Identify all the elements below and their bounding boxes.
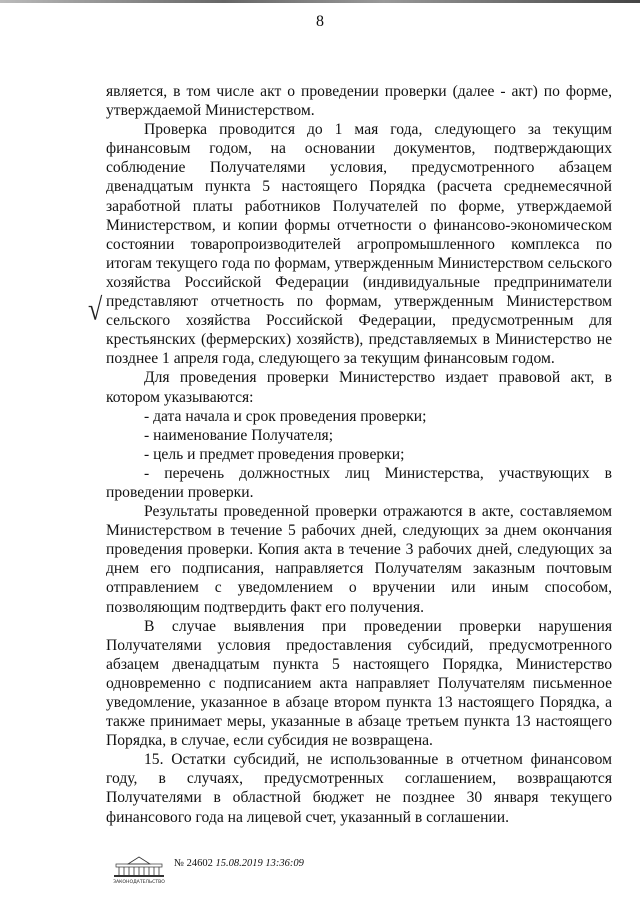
page-number: 8 <box>316 13 324 30</box>
registration-stamp <box>174 858 304 869</box>
list-item: - цель и предмет проведения проверки; <box>144 445 405 463</box>
list-item: - наименование Получателя; <box>144 426 334 444</box>
paragraph: Проверка проводится до 1 мая года, следующего за текущим финансовым годом, на основании документов, подтверждающих соблюдение Получателями условия, предусмотренного абзацем двенадцатым пункта 5 настоящего Порядка (расчета среднемесячной заработной платы работников Получателей по форме, утверждаемой Министерством, и копии формы отчетности о финансово-экономическом состоянии товаропроизводителей агропромышленного комплекса по итогам текущего года по формам, утвержденным Министерством сельского хозяйства Российской Федерации (индивидуальные предприниматели представляют отчетность по формам, утвержденным Министерством сельского хозяйства Российской Федерации, предусмотренным для крестьянских (фермерских) хозяйств), представляемых в Министерство не позднее 1 апреля года, следующего за текущим финансовым годом. <box>106 121 612 368</box>
list-item: - перечень должностных лиц Министерства, участвующих в проведении проверки. <box>106 464 612 501</box>
document-body <box>106 82 612 827</box>
margin-check-mark: √ <box>88 292 103 327</box>
paragraph: 15. Остатки субсидий, не использованные в отчетном финансовом году, в случаях, предусмотренных соглашением, возвращаются Получателями в областной бюджет не позднее 30 января текущего финансового года на лицевой счет, указанный в соглашении. <box>106 751 612 826</box>
paragraph: является, в том числе акт о проведении проверки (далее - акт) по форме, утверждаемой Министерством. <box>106 83 612 120</box>
paragraph: Для проведения проверки Министерство издает правовой акт, в котором указываются: <box>106 369 612 406</box>
paragraph: В случае выявления при проведении проверки нарушения Получателями условия предоставления субсидий, предусмотренного абзацем двенадцатым пункта 5 настоящего Порядка, Министерство одновременно с подписанием акта направляет Получателям письменное уведомление, указанное в абзаце втором пункта 13 настоящего Порядка, а также принимает меры, указанные в абзаце третьем пункта 13 настоящего Порядка, в случае, если субсидия не возвращена. <box>106 617 612 750</box>
scan-top-edge <box>0 0 640 3</box>
paragraph: Результаты проведенной проверки отражаются в акте, составляемом Министерством в течение 5 рабочих дней, следующих за днем окончания проведения проверки. Копия акта в течение 3 рабочих дней, следующих за днем его подписания, направляется Получателям заказным почтовым отправлением с уведомлением о вручении или иным способом, позволяющим подтвердить факт его получения. <box>106 503 612 616</box>
list-item: - дата начала и срок проведения проверки; <box>144 407 427 425</box>
legislation-logo-icon <box>108 854 170 889</box>
registration-datetime: 15.08.2019 13:36:09 <box>215 858 304 869</box>
logo-label: ЗАКОНОДАТЕЛЬСТВО <box>113 880 165 884</box>
registration-number: № 24602 <box>174 858 213 869</box>
